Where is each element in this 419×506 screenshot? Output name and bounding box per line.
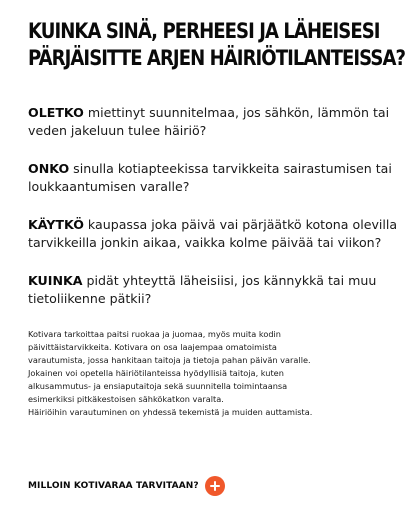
question-text: pidät yhteyttä läheisiisi, jos kännykkä tai muu tietoliikenne pätkii? (28, 273, 377, 306)
question-keyword: OLETKO (28, 105, 84, 120)
info-line: Kotivara tarkoittaa paitsi ruokaa ja juomaa, myös muita kodin (28, 329, 281, 339)
question-keyword: ONKO (28, 161, 70, 176)
info-line: Häiriöihin varautuminen on yhdessä tekemistä ja muiden auttamista. (28, 407, 313, 417)
info-line: varautumista, jossa hankitaan taitoja ja tietoja pahan päivän varalle. (28, 355, 311, 365)
question-text: sinulla kotiapteekissa tarvikkeita sairastumisen tai loukkaantumisen varalle? (28, 161, 392, 194)
kotivara-link[interactable] (28, 476, 225, 496)
page-title (28, 18, 406, 72)
plus-circle-icon[interactable] (205, 476, 225, 496)
question-text: miettinyt suunnitelmaa, jos sähkön, lämmön tai veden jakeluun tulee häiriö? (28, 105, 390, 138)
info-paragraph (28, 328, 398, 419)
kotivara-link-label[interactable]: MILLOIN KOTIVARAA TARVITAAN? (28, 481, 199, 491)
info-line: esimerkiksi pitkäkestoisen sähkökatkon varalta. (28, 394, 224, 404)
title-line-1: KUINKA SINÄ, PERHEESI JA LÄHEISESI (28, 19, 380, 43)
info-line: alkusammutus- ja ensiaputaitoja sekä suunnitella toimintaansa (28, 381, 288, 391)
question-item (28, 104, 405, 140)
question-item (28, 272, 405, 308)
info-line: päivittäistarvikkeita. Kotivara on osa laajempaa omatoimista (28, 342, 277, 352)
info-line: Jokainen voi opetella häiriötilanteissa hyödyllisiä taitoja, kuten (28, 368, 284, 378)
question-item (28, 216, 405, 252)
question-text: kaupassa joka päivä vai pärjäätkö kotona olevilla tarvikkeilla jonkin aikaa, vaikka kolme päivää tai viikon? (28, 217, 398, 250)
question-keyword: KÄYTKÖ (28, 217, 84, 232)
question-keyword: KUINKA (28, 273, 83, 288)
question-list (28, 104, 405, 308)
title-line-2: PÄRJÄISITTE ARJEN HÄIRIÖTILANTEISSA? (28, 46, 406, 70)
question-item (28, 160, 405, 196)
